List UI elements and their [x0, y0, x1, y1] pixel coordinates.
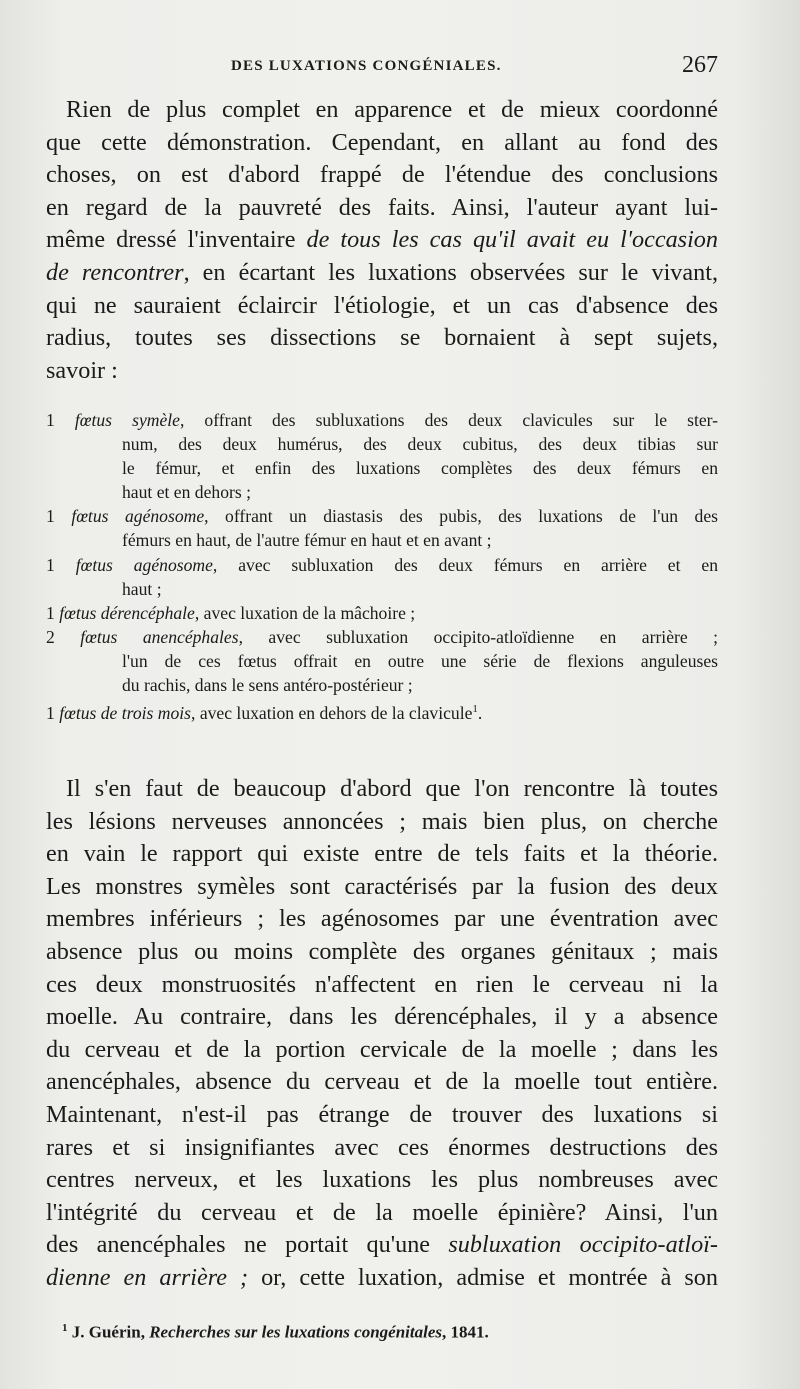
text-line: rares et si insignifiantes avec ces énormes destructions des — [46, 1133, 718, 1161]
footnote-author: J. Guérin, — [67, 1322, 150, 1342]
case-line — [46, 649, 718, 673]
text-line: choses, on est d'abord frappé de l'étendue des conclusions — [46, 161, 718, 189]
footnote-reference: 1 — [472, 703, 478, 716]
text-line: moelle. Au contraire, dans les dérencéphales, il y a absence — [46, 1003, 718, 1031]
case-text: le fémur, et enfin des luxations complètes des deux fémurs en — [122, 458, 718, 479]
italic-text-run: de tous les cas qu'il avait eu l'occasion — [306, 226, 718, 254]
case-line — [46, 697, 718, 725]
text-run: des anencéphales ne portait qu'une — [46, 1231, 449, 1259]
text-line: ces deux monstruosités n'affectent en rien le cerveau ni la — [46, 970, 718, 998]
text-line: absence plus ou moins complète des organes génitaux ; mais — [46, 937, 718, 965]
text-line — [46, 224, 718, 257]
text-run: or, cette luxation, admise et montrée à son — [248, 1263, 718, 1291]
case-entry — [46, 553, 718, 601]
text-line: radius, toutes ses dissections se bornaient à sept sujets, — [46, 324, 718, 352]
italic-text-run: subluxation occipito-atloï- — [448, 1231, 718, 1259]
case-type: fœtus agénosome — [71, 506, 205, 527]
case-type: fœtus symèle — [74, 410, 180, 430]
text-line — [46, 1262, 718, 1295]
case-type: fœtus dérencéphale — [59, 602, 195, 623]
paragraph-2 — [46, 773, 718, 1295]
text-line: en regard de la pauvreté des faits. Ainsi, l'auteur ayant lui- — [46, 193, 718, 221]
text-line: Maintenant, n'est-il pas étrange de trouver des luxations si — [46, 1100, 718, 1128]
text-line: savoir : — [46, 356, 118, 384]
text-line: membres inférieurs ; les agénosomes par une éventration avec — [46, 905, 718, 933]
case-count: 1 — [46, 554, 55, 575]
running-title: DES LUXATIONS CONGÉNIALES. — [231, 58, 502, 74]
text-line — [46, 257, 718, 290]
case-line — [46, 601, 718, 625]
case-line — [46, 432, 718, 456]
footnote-year: , 1841. — [442, 1322, 489, 1342]
italic-text-run: de rencontrer — [46, 258, 184, 286]
case-line — [46, 456, 718, 480]
case-count: 1 — [46, 506, 55, 527]
case-line — [46, 553, 718, 577]
case-entry — [46, 504, 718, 552]
case-count: 1 — [46, 702, 55, 723]
case-list — [46, 408, 718, 725]
text-run: même dressé l'inventaire — [46, 226, 307, 254]
text-run: , en écartant les luxations observées sur le vivant, — [183, 258, 718, 286]
case-entry — [46, 408, 718, 504]
case-line — [46, 408, 718, 432]
case-type: fœtus anencéphales — [80, 626, 239, 647]
case-line — [46, 528, 718, 552]
case-text: num, des deux humérus, des deux cubitus, des deux tibias sur — [122, 434, 718, 455]
case-count: 2 — [46, 626, 55, 647]
case-text: l'un de ces fœtus offrait en outre une série de flexions anguleuses — [122, 650, 718, 671]
case-entry — [46, 601, 718, 625]
case-entry — [46, 697, 718, 725]
case-type: fœtus agénosome — [75, 554, 213, 575]
case-text: , offrant des subluxations des deux clavicules sur le ster- — [179, 410, 719, 430]
text-line: l'intégrité du cerveau et de la moelle épinière? Ainsi, l'un — [46, 1198, 718, 1226]
case-text: haut ; — [122, 578, 162, 599]
case-text: , avec luxation de la mâchoire ; — [194, 602, 416, 623]
case-line — [46, 480, 718, 504]
footnote — [62, 1322, 489, 1343]
text-line: Rien de plus complet en apparence et de mieux coordonné — [66, 96, 718, 123]
case-end-punctuation: . — [477, 702, 483, 723]
text-line: les lésions nerveuses annoncées ; mais bien plus, on cherche — [46, 807, 718, 835]
text-line: centres nerveux, et les luxations les plus nombreuses avec — [46, 1166, 718, 1194]
case-text: , offrant un diastasis des pubis, des luxations de l'un des — [204, 506, 719, 527]
case-entry — [46, 625, 718, 697]
case-text: , avec subluxation occipito-atloïdienne en arrière ; — [238, 626, 718, 647]
case-line — [46, 504, 718, 528]
italic-text-run: dienne en arrière ; — [46, 1263, 249, 1291]
case-text: , avec luxation en dehors de la clavicule — [191, 702, 473, 723]
paragraph-1 — [46, 94, 718, 387]
text-line: anencéphales, absence du cerveau et de la moelle tout entière. — [46, 1068, 718, 1096]
text-line: Les monstres symèles sont caractérisés par la fusion des deux — [46, 872, 718, 900]
case-type: fœtus de trois mois — [59, 702, 192, 723]
footnote-title: Recherches sur les luxations congénitales — [149, 1322, 443, 1342]
case-text: , avec subluxation des deux fémurs en arrière et en — [212, 554, 719, 575]
page-number: 267 — [682, 52, 718, 78]
text-line: Il s'en faut de beaucoup d'abord que l'on rencontre là toutes — [66, 775, 718, 802]
footnote-mark: 1 — [62, 1322, 68, 1334]
case-text: du rachis, dans le sens antéro-postérieur ; — [122, 675, 413, 696]
case-line — [46, 673, 718, 697]
case-line — [46, 625, 718, 649]
page-header — [46, 48, 718, 84]
case-count: 1 — [46, 410, 55, 430]
text-line: que cette démonstration. Cependant, en allant au fond des — [46, 128, 718, 156]
text-line — [46, 1229, 718, 1262]
case-text: fémurs en haut, de l'autre fémur en haut et en avant ; — [122, 530, 492, 551]
text-line: du cerveau et de la portion cervicale de la moelle ; dans les — [46, 1035, 718, 1063]
case-count: 1 — [46, 602, 55, 623]
text-line: en vain le rapport qui existe entre de tels faits et la théorie. — [46, 840, 718, 868]
case-line — [46, 577, 718, 601]
text-line: qui ne sauraient éclaircir l'étiologie, et un cas d'absence des — [46, 291, 718, 319]
case-text: haut et en dehors ; — [122, 482, 251, 503]
